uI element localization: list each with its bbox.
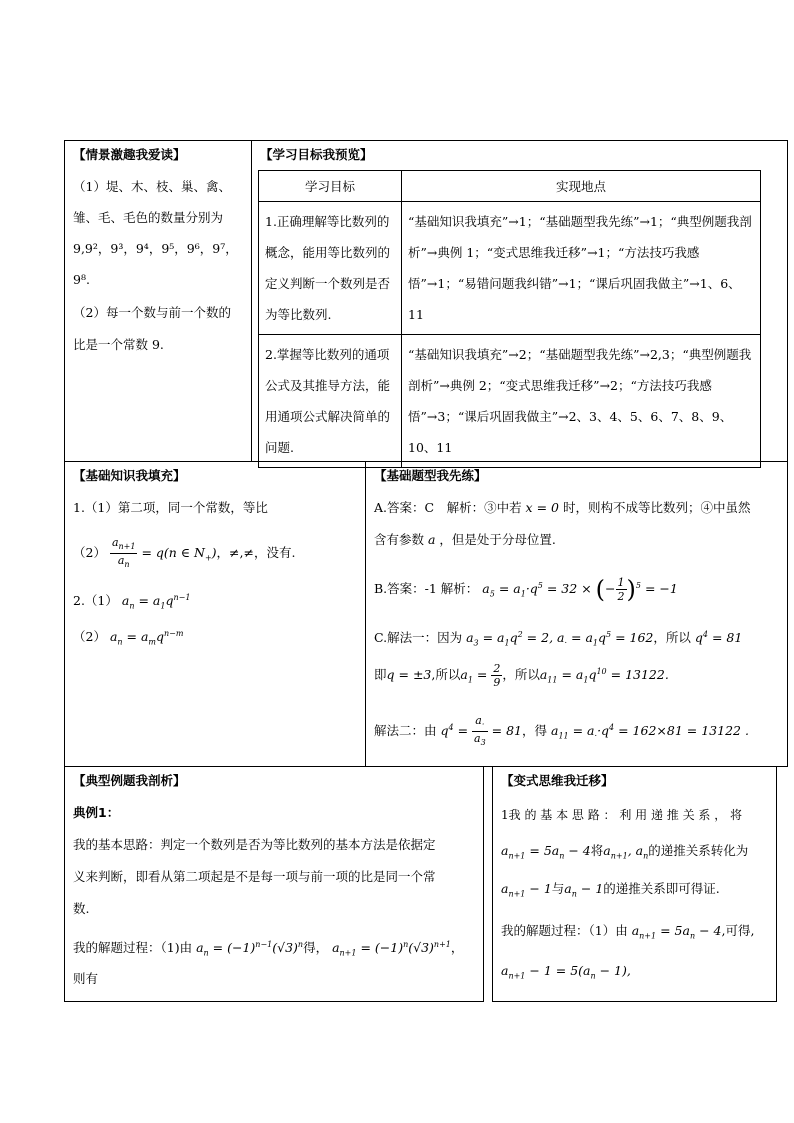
section-basic-practice <box>365 461 788 767</box>
half-fraction: $\frac{1}{2}$ <box>617 576 625 603</box>
formula: $a_n - 1$ <box>564 881 604 899</box>
text: ，所以 <box>653 630 691 646</box>
formula: $a_{n+1} = 5a_n - 4$ <box>627 923 722 941</box>
formula-line <box>73 590 190 615</box>
formula: $a_{n+1}$, $a_n$ <box>603 843 649 861</box>
formula-line <box>501 923 754 945</box>
formula: $q^4$ = <box>436 723 473 739</box>
text: 的递推关系即可得证. <box>603 881 720 896</box>
section-title: 【学习目标我预览】 <box>260 147 373 162</box>
text-line: （2）每一个数与前一个数的 <box>73 305 231 320</box>
text: 将 <box>590 843 604 858</box>
text: 解法二：由 <box>374 723 437 739</box>
formula: $a_n = (-1)^{n-1}(√3)^n$ <box>196 940 304 958</box>
text: ，所以 <box>502 667 540 682</box>
formula: $a_{11} = a_\cdot\cdot q^4 = 162\times 81 = 13122$ . <box>547 723 749 741</box>
text-line: 1我 的 基 本 思 路 ： 利 用 递 推 关 系 ， 将 <box>501 808 743 822</box>
formula: q = ±3 <box>386 667 432 682</box>
formula-line <box>501 963 631 985</box>
formula: $a_{n+1} = (-1)^n(√3)^{n+1}$ <box>332 940 451 958</box>
goal-cell: 2.掌握等比数列的通项公式及其推导方法，能用通项公式解决简单的问题. <box>259 335 402 468</box>
formula: a <box>424 532 440 547</box>
text-line <box>374 532 556 548</box>
formula-line <box>501 843 748 865</box>
text-line: 比是一个常数 9. <box>73 337 164 352</box>
formula: $a_n = a_1q^{n-1}$ <box>121 593 191 611</box>
text: ，但是处于分母位置. <box>439 532 556 547</box>
goal-cell: 1.正确理解等比数列的概念，能用等比数列的定义判断一个数列是否为等比数列. <box>259 202 402 335</box>
text: 我的解题过程：（1)由 <box>73 940 193 956</box>
formula: $a_5 = a_1\cdot q^5 = 32$ × <box>482 580 596 599</box>
section-title: 【情景激趣我爱读】 <box>73 147 186 162</box>
text-line: 我的基本思路：判定一个数列是否为等比数列的基本方法是依据定 <box>73 837 436 852</box>
formula: = q(n ∈ $N_+$) <box>141 545 217 563</box>
text: A.答案：C 解析：③中若 <box>374 500 522 515</box>
section-title: 【变式思维我迁移】 <box>501 773 614 788</box>
formula-line <box>73 536 295 571</box>
text: 我的解题过程：（1）由 <box>501 923 628 938</box>
label: 2.（1） <box>73 593 118 609</box>
section-variant <box>492 766 777 1002</box>
formula: $a_{n+1} = 5a_n - 4$ <box>501 843 591 861</box>
paren-open: ( <box>595 575 606 604</box>
goals-table <box>258 170 761 468</box>
section-situation <box>64 140 252 462</box>
text: ,所以 <box>431 667 461 682</box>
label: （2） <box>73 629 106 645</box>
text-line: 雏、毛、毛色的数量分别为 <box>73 210 224 225</box>
location-cell: “基础知识我填充”→1；“基础题型我先练”→1；“典型例题我剖析”→典例 1；“变式思维我迁移”→1；“方法技巧我感悟”→1；“易错问题我纠错”→1；“课后巩固我做主”→1、6、11 <box>402 202 761 335</box>
formula-line <box>73 626 183 651</box>
formula: $a_{n+1} - 1$ <box>501 881 552 899</box>
formula: − <box>605 581 616 596</box>
formula: $q^4 = 81$ <box>690 630 743 646</box>
text: B.答案：-1 解析： <box>374 581 479 596</box>
text: C.解法一：因为 <box>374 630 463 646</box>
text: 与 <box>551 881 565 896</box>
text-line <box>374 500 750 516</box>
text: 得， <box>303 940 329 956</box>
column-header: 实现地点 <box>402 171 761 202</box>
text-line <box>374 662 669 689</box>
label: （2） <box>73 545 106 561</box>
column-header: 学习目标 <box>259 171 402 202</box>
text: 含有参数 <box>374 532 425 547</box>
text-line <box>374 627 742 652</box>
table-row <box>259 202 761 335</box>
section-example <box>64 766 484 1002</box>
text-line: 义来判断，即看从第二项起是不是每一项与前一项的比是同一个常 <box>73 869 436 884</box>
formula: = 81 <box>487 723 522 739</box>
location-cell: “基础知识我填充”→2；“基础题型我先练”→2,3；“典型例题我剖析”→典例 2；“变式思维我迁移”→2；“方法技巧我感悟”→3；“课后巩固我做主”→2、3、4、5、6、7、8、9、10、11 <box>402 335 761 468</box>
ratio-fraction: $\frac{a_{n+1}}{a_n}$ <box>111 536 136 570</box>
text-line: 数. <box>73 901 90 916</box>
text: ，得 <box>522 723 548 739</box>
lesson-sheet <box>64 140 788 1002</box>
formula: $a_3 = a_1q^2 = 2$, $a_\cdot = a_1q^5 = 162$ <box>462 630 654 648</box>
text-line <box>374 714 749 749</box>
fraction: $\frac{a_\cdot}{a_3}$ <box>474 714 486 748</box>
formula: $a_{11} = a_1q^{10} = 13122$. <box>539 666 669 685</box>
section-title: 【基础知识我填充】 <box>73 468 186 483</box>
text-line <box>374 576 678 603</box>
formula: x = 0 <box>521 500 563 515</box>
text: 时，则构不成等比数列；④中虽然 <box>562 500 751 515</box>
text-line: 则有 <box>73 971 99 986</box>
text: ,可得, <box>721 923 755 938</box>
formula-line <box>501 881 720 903</box>
formula: $a_{n+1} - 1 = 5(a_n - 1)$, <box>501 963 631 981</box>
table-header-row <box>259 171 761 202</box>
text: ， <box>450 940 464 956</box>
text-line: 9⁸. <box>73 272 90 287</box>
paren-close: ) <box>626 575 636 604</box>
text-line: 1.（1）第二项，同一个常数，等比 <box>73 500 268 515</box>
example-label: 典例1： <box>73 805 120 820</box>
text-line: 9,9²，9³，9⁴，9⁵，9⁶，9⁷， <box>73 241 238 256</box>
text: 的递推关系转化为 <box>648 843 749 858</box>
text-line: （1）堤、木、枝、巢、禽、 <box>73 179 231 194</box>
formula-line <box>73 937 463 962</box>
formula: $^5$ = −1 <box>635 580 678 596</box>
table-row <box>259 335 761 468</box>
formula: $a_n = a_mq^{n-m}$ <box>109 629 184 647</box>
formula: $a_1$ = <box>460 667 492 685</box>
text: 即 <box>374 667 387 682</box>
fraction: $\frac{2}{9}$ <box>493 662 501 689</box>
section-title: 【典型例题我剖析】 <box>73 773 186 788</box>
section-title: 【基础题型我先练】 <box>374 468 487 483</box>
text: ，≠,≠，没有. <box>216 545 296 561</box>
section-basic-knowledge <box>64 461 366 767</box>
